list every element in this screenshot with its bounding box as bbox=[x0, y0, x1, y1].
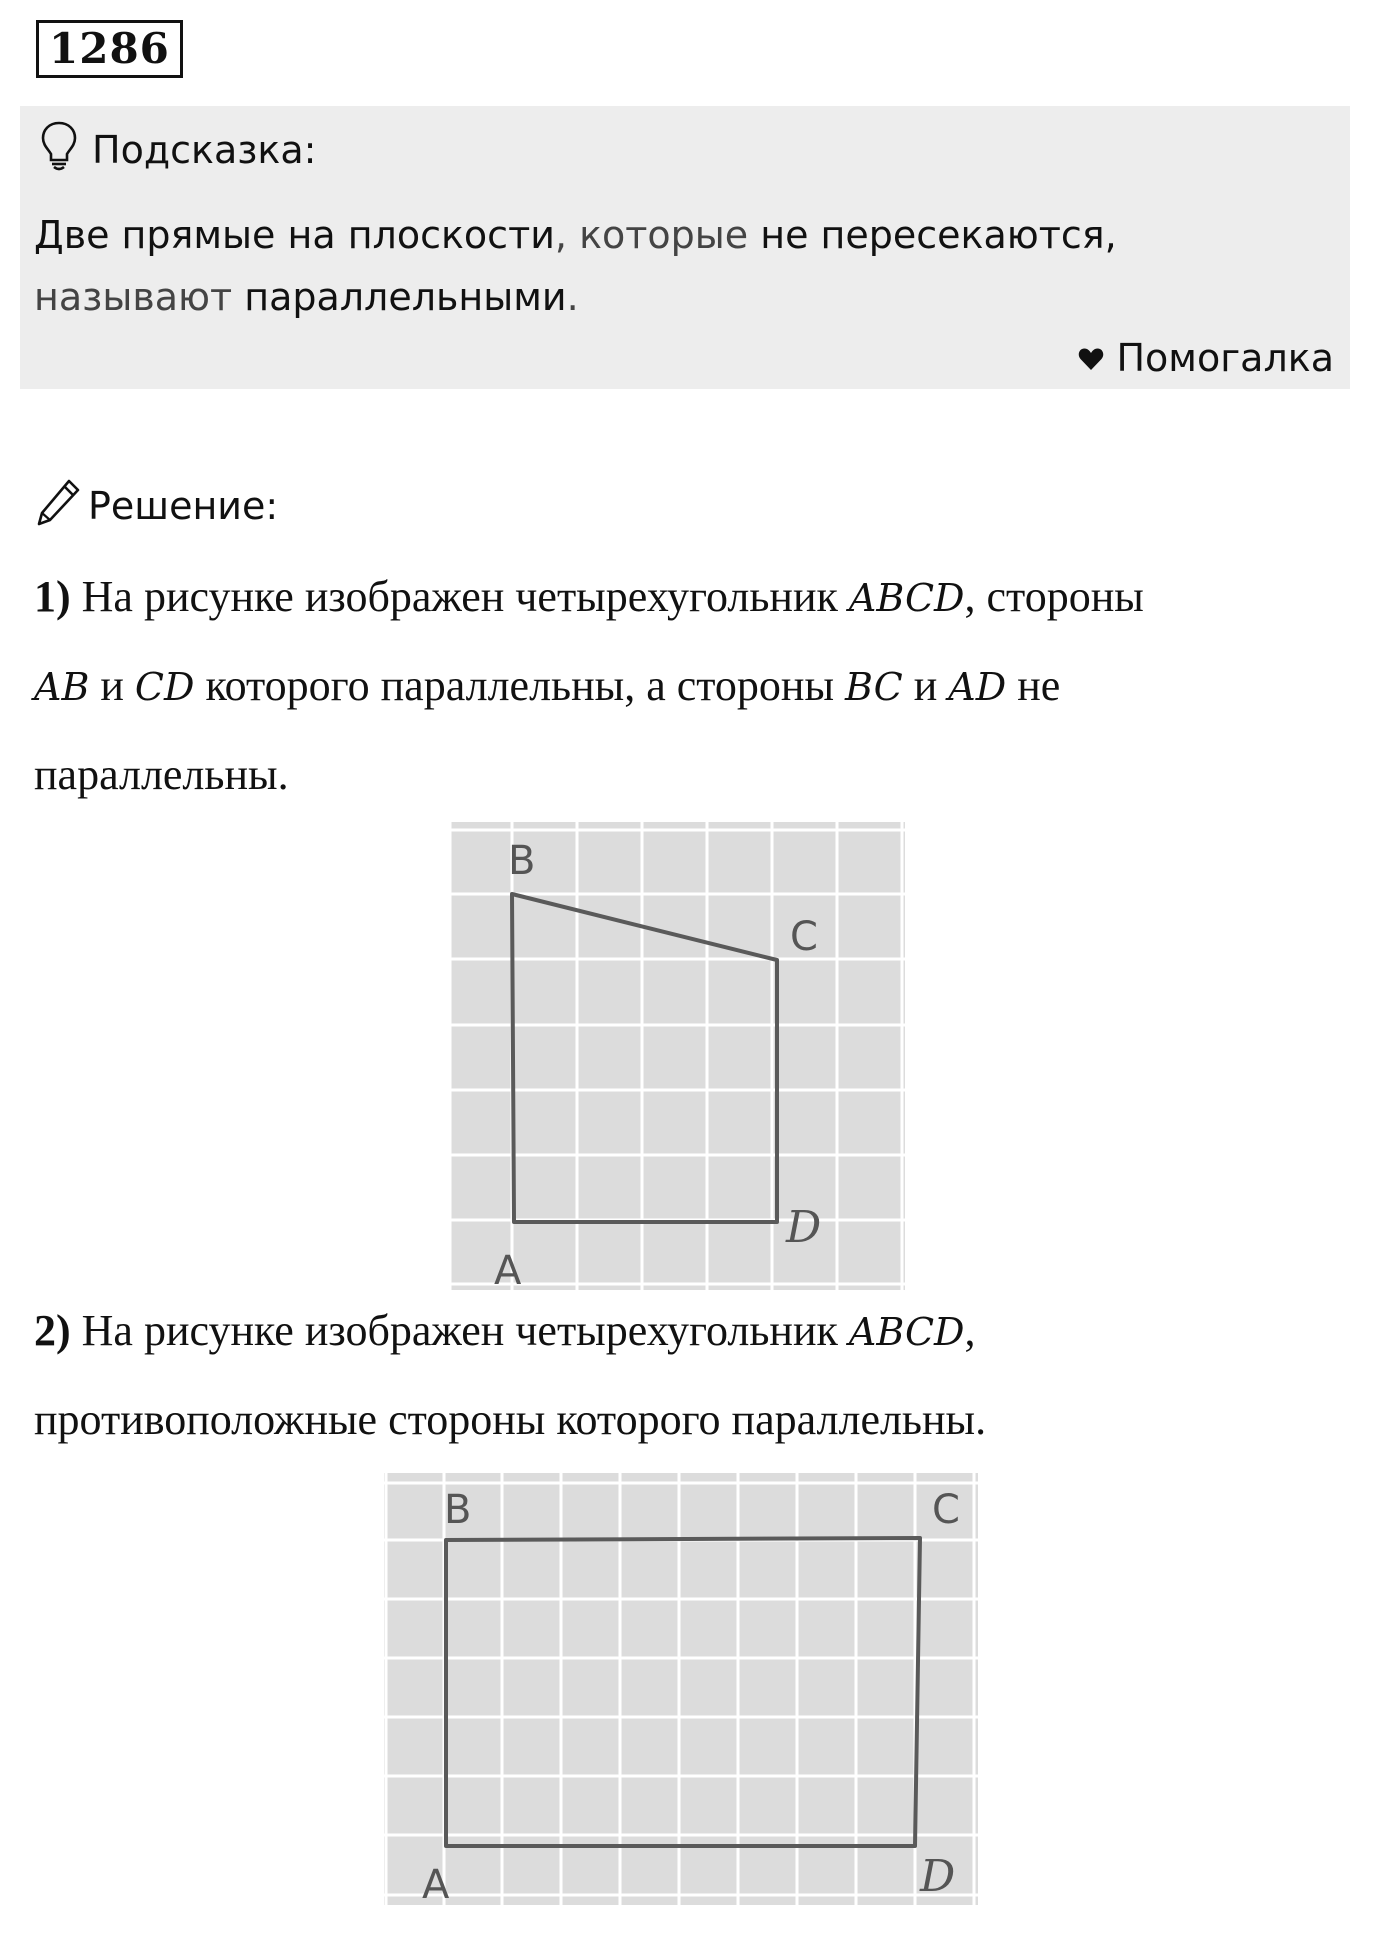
hint-text-part1: Две прямые на плоскости bbox=[34, 213, 555, 257]
item-1-text: и bbox=[902, 661, 949, 710]
vertex-label-d: D bbox=[786, 1202, 822, 1253]
item-1-text: , стороны bbox=[964, 572, 1144, 621]
hint-text bbox=[34, 204, 1334, 328]
figure-2-rectangle bbox=[384, 1473, 978, 1905]
hint-text-part6: параллельными bbox=[244, 275, 567, 319]
vertex-label-a: A bbox=[494, 1248, 522, 1290]
credit-label: Помогалка bbox=[1116, 336, 1334, 380]
vertex-label-c: C bbox=[932, 1487, 960, 1533]
vertex-label-d: D bbox=[920, 1851, 956, 1902]
item-2-text: , bbox=[964, 1306, 976, 1355]
solution-item-1 bbox=[34, 553, 1334, 818]
math-cd: CD bbox=[134, 665, 195, 709]
heart-icon bbox=[1078, 336, 1116, 380]
vertex-label-a: A bbox=[422, 1862, 450, 1905]
item-1-text: параллельны. bbox=[34, 750, 289, 799]
hint-header bbox=[40, 120, 316, 180]
math-abcd: ABCD bbox=[848, 576, 965, 620]
item-2-text: противоположные стороны которого параллельны. bbox=[34, 1395, 987, 1444]
math-ab: AB bbox=[34, 665, 90, 709]
task-number: 1286 bbox=[36, 20, 183, 78]
item-1-text: На рисунке изображен четырехугольник bbox=[70, 572, 849, 621]
item-1-text: и bbox=[89, 661, 135, 710]
solution-header bbox=[36, 476, 278, 536]
math-abcd: ABCD bbox=[848, 1310, 965, 1354]
math-bc: BC bbox=[845, 665, 903, 709]
figure-1-trapezoid bbox=[450, 822, 905, 1290]
vertex-label-c: C bbox=[790, 914, 818, 960]
vertex-label-b: B bbox=[508, 838, 536, 884]
item-2-text: На рисунке изображен четырехугольник bbox=[70, 1306, 849, 1355]
hint-text-part4: , bbox=[1104, 213, 1117, 257]
hint-box bbox=[20, 106, 1350, 389]
math-ad: AD bbox=[948, 665, 1007, 709]
item-2-number: 2) bbox=[34, 1306, 71, 1355]
solution-title: Решение: bbox=[88, 484, 279, 528]
hint-title: Подсказка: bbox=[92, 128, 317, 172]
item-1-text: не bbox=[1006, 661, 1061, 710]
hint-text-part2: , которые bbox=[554, 213, 761, 257]
hint-text-part3: не пересекаются bbox=[760, 213, 1105, 257]
hint-credit[interactable] bbox=[1078, 331, 1334, 385]
item-1-text: которого параллельны, а стороны bbox=[194, 661, 846, 710]
solution-item-2 bbox=[34, 1287, 1334, 1463]
pencil-icon bbox=[36, 477, 88, 536]
lightbulb-icon bbox=[40, 120, 92, 181]
item-1-number: 1) bbox=[34, 572, 71, 621]
vertex-label-b: B bbox=[444, 1487, 472, 1533]
hint-text-part5: называют bbox=[34, 275, 245, 319]
hint-text-part7: . bbox=[566, 275, 579, 319]
